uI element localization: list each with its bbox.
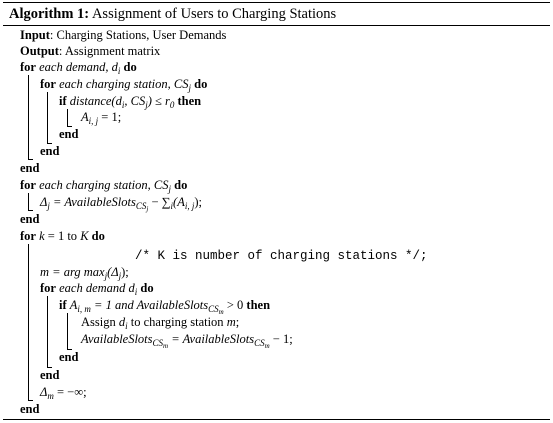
expr: − ∑ — [148, 195, 171, 209]
expr: (Δ — [107, 265, 119, 279]
caption-title: Assignment of Users to Charging Stations — [89, 6, 337, 22]
line-input — [20, 27, 226, 43]
expr: , CS — [124, 94, 146, 108]
subscript: m — [163, 342, 169, 350]
line-if-distance — [59, 93, 201, 109]
expr: m = arg max — [40, 265, 105, 279]
do-keyword: do — [194, 77, 208, 91]
for-keyword: for — [40, 281, 56, 295]
var: d — [118, 315, 126, 329]
var: A — [69, 298, 78, 312]
subscript: m — [218, 308, 224, 316]
subscript: i — [170, 201, 174, 211]
line-assign-a — [81, 109, 121, 125]
expr: Assign — [81, 315, 119, 329]
subscript: CS — [152, 338, 164, 348]
end-keyword: end — [20, 402, 40, 416]
block-bar — [67, 313, 68, 349]
caption-label: Algorithm 1: — [9, 6, 90, 22]
block-tick — [47, 143, 52, 144]
expr: ) ≤ r — [147, 94, 170, 108]
subscript: j — [145, 100, 148, 110]
output-keyword: Output — [20, 44, 59, 58]
line-for-station — [40, 76, 207, 92]
expr: − 1; — [269, 332, 293, 346]
for-keyword: for — [20, 178, 36, 192]
expr: ); — [121, 265, 129, 279]
line-for-k — [20, 228, 105, 244]
block-tick — [67, 126, 72, 127]
subscript: j — [168, 184, 171, 194]
output-text: : Assignment matrix — [58, 44, 161, 58]
block-tick — [28, 210, 33, 211]
line-end-for-station — [40, 143, 59, 159]
expr: ); — [194, 195, 203, 209]
caption-rule — [3, 25, 550, 26]
then-keyword: then — [246, 298, 271, 312]
subscript: i, m — [77, 304, 91, 314]
line-end-for-station-2 — [20, 211, 39, 227]
block-bar — [28, 193, 29, 210]
line-end-for-k — [20, 401, 39, 417]
end-keyword: end — [40, 144, 60, 158]
var: AvailableSlots — [81, 332, 153, 346]
block-tick — [47, 367, 52, 368]
line-assign-station — [81, 314, 239, 330]
subscript: 0 — [169, 100, 175, 110]
do-keyword: do — [123, 60, 137, 74]
subscript: CS — [254, 338, 265, 348]
subscript: j — [47, 201, 50, 211]
expr: (A — [173, 195, 185, 209]
line-for-demand — [20, 59, 137, 75]
end-keyword: end — [59, 350, 79, 364]
expr: distance(d — [69, 94, 122, 108]
line-delta-neg-inf — [40, 384, 87, 400]
line-end-if — [59, 126, 78, 142]
expr: > 0 — [223, 298, 244, 312]
line-for-demand-2 — [40, 280, 154, 296]
for-keyword: for — [20, 229, 36, 243]
line-argmax — [40, 264, 129, 280]
input-text: : Charging Stations, User Demands — [49, 28, 227, 42]
loop-condition: each charging station, CS — [39, 178, 169, 192]
subscript: i — [117, 66, 121, 76]
do-keyword: do — [140, 281, 154, 295]
for-keyword: for — [20, 60, 36, 74]
algorithm-box — [3, 2, 550, 420]
subscript: i, j — [88, 116, 99, 126]
line-comment: /* K is number of charging stations */; — [135, 249, 428, 263]
var: K — [80, 229, 89, 243]
expr: = 1; — [98, 110, 122, 124]
end-keyword: end — [40, 368, 60, 382]
block-tick — [67, 349, 72, 350]
algorithm-caption — [9, 4, 336, 24]
block-bar — [67, 109, 68, 126]
line-if-available — [59, 297, 271, 316]
block-bar — [47, 92, 48, 143]
block-tick — [28, 159, 33, 160]
do-keyword: do — [91, 229, 105, 243]
subscript: i — [121, 100, 125, 110]
subscript: i, j — [184, 201, 195, 211]
var: Δ — [40, 195, 48, 209]
var: A — [81, 110, 89, 124]
subscript: m — [47, 391, 54, 401]
line-end-for-demand-2 — [40, 367, 59, 383]
for-keyword: for — [40, 77, 56, 91]
if-keyword: if — [59, 94, 67, 108]
expr: ; — [235, 315, 240, 329]
line-output — [20, 43, 160, 59]
var: Δ — [40, 385, 48, 399]
end-keyword: end — [20, 161, 40, 175]
var: k — [39, 229, 45, 243]
block-bar — [28, 75, 29, 159]
line-for-station-2 — [20, 177, 187, 193]
subscript: m — [264, 342, 270, 350]
expr: = 1 to — [44, 229, 81, 243]
subscript: j — [118, 271, 122, 281]
line-end-for-demand — [20, 160, 39, 176]
expr: = 1 and AvailableSlots — [90, 298, 209, 312]
loop-condition: each demand, d — [39, 60, 118, 74]
expr: = AvailableSlots — [49, 195, 136, 209]
loop-condition: each demand d — [59, 281, 135, 295]
block-bar — [28, 244, 29, 400]
subscript: j — [188, 83, 191, 93]
block-tick — [28, 400, 33, 401]
line-delta-assign — [40, 194, 203, 213]
do-keyword: do — [174, 178, 188, 192]
subscript: i — [125, 321, 128, 331]
expr: = −∞; — [53, 385, 87, 399]
input-keyword: Input — [20, 28, 50, 42]
line-end-if-2 — [59, 349, 78, 365]
expr: to charging station — [127, 315, 227, 329]
subscript: CS — [135, 201, 147, 211]
end-keyword: end — [59, 127, 79, 141]
line-decrement-slots — [81, 331, 293, 350]
loop-condition: each charging station, CS — [59, 77, 189, 91]
subscript: i — [134, 287, 138, 297]
subscript: j — [104, 271, 108, 281]
then-keyword: then — [177, 94, 202, 108]
subscript: CS — [208, 304, 219, 314]
var: m — [226, 315, 236, 329]
if-keyword: if — [59, 298, 67, 312]
end-keyword: end — [20, 212, 40, 226]
subscript: j — [146, 205, 149, 213]
block-bar — [47, 296, 48, 367]
expr: = AvailableSlots — [168, 332, 255, 346]
